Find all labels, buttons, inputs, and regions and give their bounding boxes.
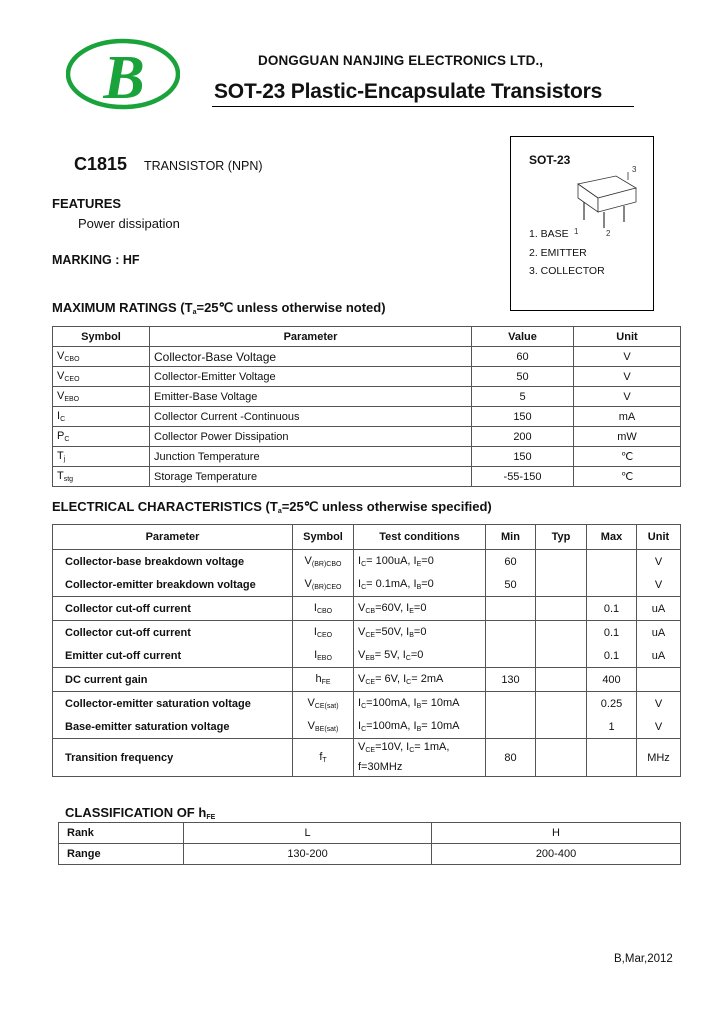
classification-table — [58, 822, 681, 865]
rank-label: Rank — [59, 823, 184, 844]
pin-label-2: 2 — [606, 229, 611, 236]
mr-col-symbol: Symbol — [53, 327, 150, 347]
company-name: DONGGUAN NANJING ELECTRONICS LTD., — [258, 53, 544, 68]
typ-cell — [536, 550, 587, 574]
symbol-cell: $h_{FE}$ — [293, 668, 354, 692]
parameter-cell: Collector-emitter breakdown voltage — [53, 573, 293, 597]
table-row — [53, 597, 681, 621]
electrical-heading: ELECTRICAL CHARACTERISTICS ($T_a=25℃$ unless otherwise specified) — [52, 499, 492, 515]
ec-col-symbol: Symbol — [293, 525, 354, 550]
symbol-cell: $V_{(BR)CEO}$ — [293, 573, 354, 597]
unit-cell: uA — [637, 644, 681, 668]
typ-cell — [536, 597, 587, 621]
min-cell — [486, 644, 536, 668]
marking-label: MARKING : HF — [52, 253, 140, 267]
unit-cell: V — [637, 692, 681, 716]
ec-col-typ: Typ — [536, 525, 587, 550]
typ-cell — [536, 715, 587, 739]
title-underline — [212, 106, 634, 107]
condition-cell: $V_{CB}=60V$, $I_E=0$ — [354, 597, 486, 621]
parameter-cell: Collector Power Dissipation — [150, 427, 472, 447]
parameter-cell: Collector-Emitter Voltage — [150, 367, 472, 387]
max-cell — [587, 550, 637, 574]
unit-cell: uA — [637, 597, 681, 621]
parameter-cell: Collector Current -Continuous — [150, 407, 472, 427]
table-row — [53, 447, 681, 467]
rank-h: H — [432, 823, 681, 844]
feature-item: Power dissipation — [78, 216, 180, 231]
value-cell: 150 — [472, 407, 574, 427]
symbol-cell: $V_{(BR)CBO}$ — [293, 550, 354, 574]
ec-col-max: Max — [587, 525, 637, 550]
typ-cell — [536, 573, 587, 597]
min-cell: 130 — [486, 668, 536, 692]
min-cell — [486, 621, 536, 645]
typ-cell — [536, 621, 587, 645]
package-title: SOT-23 — [529, 153, 571, 167]
parameter-cell: Collector cut-off current — [53, 597, 293, 621]
unit-cell: V — [637, 550, 681, 574]
value-cell: 150 — [472, 447, 574, 467]
part-number: C1815 — [74, 154, 128, 174]
typ-cell — [536, 668, 587, 692]
table-row — [53, 739, 681, 777]
unit-cell — [637, 668, 681, 692]
ec-col-parameter: Parameter — [53, 525, 293, 550]
table-row — [53, 668, 681, 692]
condition-cell: $V_{CE}= 6V$, $I_C= 2mA$ — [354, 668, 486, 692]
unit-cell: V — [574, 347, 681, 367]
symbol-cell: $V_{BE(sat)}$ — [293, 715, 354, 739]
symbol-cell: $I_{CEO}$ — [293, 621, 354, 645]
unit-cell: MHz — [637, 739, 681, 777]
max-cell — [587, 573, 637, 597]
pin-label-1: 1 — [574, 227, 579, 236]
parameter-cell: Storage Temperature — [150, 467, 472, 487]
ec-col-unit: Unit — [637, 525, 681, 550]
unit-cell: uA — [637, 621, 681, 645]
mr-col-parameter: Parameter — [150, 327, 472, 347]
value-cell: 60 — [472, 347, 574, 367]
condition-cell: $I_C=100mA$, $I_B= 10mA$ — [354, 692, 486, 716]
symbol-cell: $T_j$ — [53, 447, 150, 467]
electrical-characteristics-table — [52, 524, 681, 777]
min-cell — [486, 692, 536, 716]
min-cell: 80 — [486, 739, 536, 777]
table-row — [53, 367, 681, 387]
condition-cell: $V_{EB}= 5V$, $I_C=0$ — [354, 644, 486, 668]
features-heading: FEATURES — [52, 196, 122, 211]
range-h: 200-400 — [432, 844, 681, 865]
condition-cell: $V_{CE}=10V$, $I_C= 1mA$, f=30MHz — [354, 739, 486, 777]
max-cell: 0.1 — [587, 597, 637, 621]
mr-col-value: Value — [472, 327, 574, 347]
unit-cell: mA — [574, 407, 681, 427]
table-row — [53, 387, 681, 407]
symbol-cell: $I_{EBO}$ — [293, 644, 354, 668]
typ-cell — [536, 644, 587, 668]
unit-cell: ℃ — [574, 447, 681, 467]
pin-3-label: 3. COLLECTOR — [529, 265, 605, 277]
table-row — [53, 550, 681, 574]
table-row — [53, 692, 681, 716]
range-l: 130-200 — [184, 844, 432, 865]
table-row — [53, 715, 681, 739]
min-cell: 50 — [486, 573, 536, 597]
logo-letter: B — [103, 44, 145, 110]
typ-cell — [536, 692, 587, 716]
parameter-cell: Emitter-Base Voltage — [150, 387, 472, 407]
max-cell: 0.1 — [587, 644, 637, 668]
table-row — [53, 467, 681, 487]
parameter-cell: Collector-base breakdown voltage — [53, 550, 293, 574]
table-row — [53, 644, 681, 668]
unit-cell: V — [637, 573, 681, 597]
table-row — [53, 621, 681, 645]
table-row — [53, 573, 681, 597]
unit-cell: V — [637, 715, 681, 739]
document-title: SOT-23 Plastic-Encapsulate Transistors — [214, 80, 603, 103]
company-logo — [66, 38, 180, 110]
max-ratings-heading: MAXIMUM RATINGS ($T_a=25℃$ unless otherwise noted) — [52, 300, 386, 316]
parameter-cell: Collector-emitter saturation voltage — [53, 692, 293, 716]
table-row — [53, 407, 681, 427]
value-cell: 200 — [472, 427, 574, 447]
rank-row — [59, 823, 681, 844]
mr-col-unit: Unit — [574, 327, 681, 347]
condition-cell: $V_{CE}=50V$, $I_B=0$ — [354, 621, 486, 645]
max-cell: 0.1 — [587, 621, 637, 645]
max-cell: 400 — [587, 668, 637, 692]
revision-date: B,Mar,2012 — [614, 953, 673, 965]
min-cell — [486, 597, 536, 621]
typ-cell — [536, 739, 587, 777]
unit-cell: V — [574, 367, 681, 387]
sot23-package-icon — [570, 162, 642, 236]
unit-cell: mW — [574, 427, 681, 447]
parameter-cell: Junction Temperature — [150, 447, 472, 467]
min-cell — [486, 715, 536, 739]
symbol-cell: $V_{CE(sat)}$ — [293, 692, 354, 716]
value-cell: 50 — [472, 367, 574, 387]
symbol-cell: $V_{CBO}$ — [53, 347, 150, 367]
range-row — [59, 844, 681, 865]
ec-col-min: Min — [486, 525, 536, 550]
min-cell: 60 — [486, 550, 536, 574]
value-cell: -55-150 — [472, 467, 574, 487]
max-ratings-table — [52, 326, 681, 487]
parameter-cell: Collector cut-off current — [53, 621, 293, 645]
symbol-cell: $V_{CEO}$ — [53, 367, 150, 387]
symbol-cell: $I_{CBO}$ — [293, 597, 354, 621]
unit-cell: ℃ — [574, 467, 681, 487]
parameter-cell: Emitter cut-off current — [53, 644, 293, 668]
part-type: TRANSISTOR (NPN) — [144, 159, 263, 173]
rank-l: L — [184, 823, 432, 844]
condition-cell: $I_C= 0.1mA$, $I_B=0$ — [354, 573, 486, 597]
max-cell: 0.25 — [587, 692, 637, 716]
pin-1-label: 1. BASE — [529, 228, 569, 240]
symbol-cell: $V_{EBO}$ — [53, 387, 150, 407]
table-row — [53, 347, 681, 367]
parameter-cell: Base-emitter saturation voltage — [53, 715, 293, 739]
condition-cell: $I_C= 100uA$, $I_E=0$ — [354, 550, 486, 574]
parameter-cell: DC current gain — [53, 668, 293, 692]
max-cell: 1 — [587, 715, 637, 739]
pin-2-label: 2. EMITTER — [529, 247, 587, 259]
max-cell — [587, 739, 637, 777]
ec-col-test-conditions: Test conditions — [354, 525, 486, 550]
condition-cell: $I_C=100mA$, $I_B= 10mA$ — [354, 715, 486, 739]
parameter-cell: Transition frequency — [53, 739, 293, 777]
value-cell: 5 — [472, 387, 574, 407]
symbol-cell: $T_{stg}$ — [53, 467, 150, 487]
symbol-cell: $P_C$ — [53, 427, 150, 447]
symbol-cell: $I_C$ — [53, 407, 150, 427]
table-row — [53, 427, 681, 447]
unit-cell: V — [574, 387, 681, 407]
symbol-cell: $f_T$ — [293, 739, 354, 777]
classification-heading: CLASSIFICATION OF $h_{FE}$ — [65, 805, 216, 821]
pin-label-3: 3 — [632, 165, 637, 174]
range-label: Range — [59, 844, 184, 865]
parameter-cell: Collector-Base Voltage — [150, 347, 472, 367]
